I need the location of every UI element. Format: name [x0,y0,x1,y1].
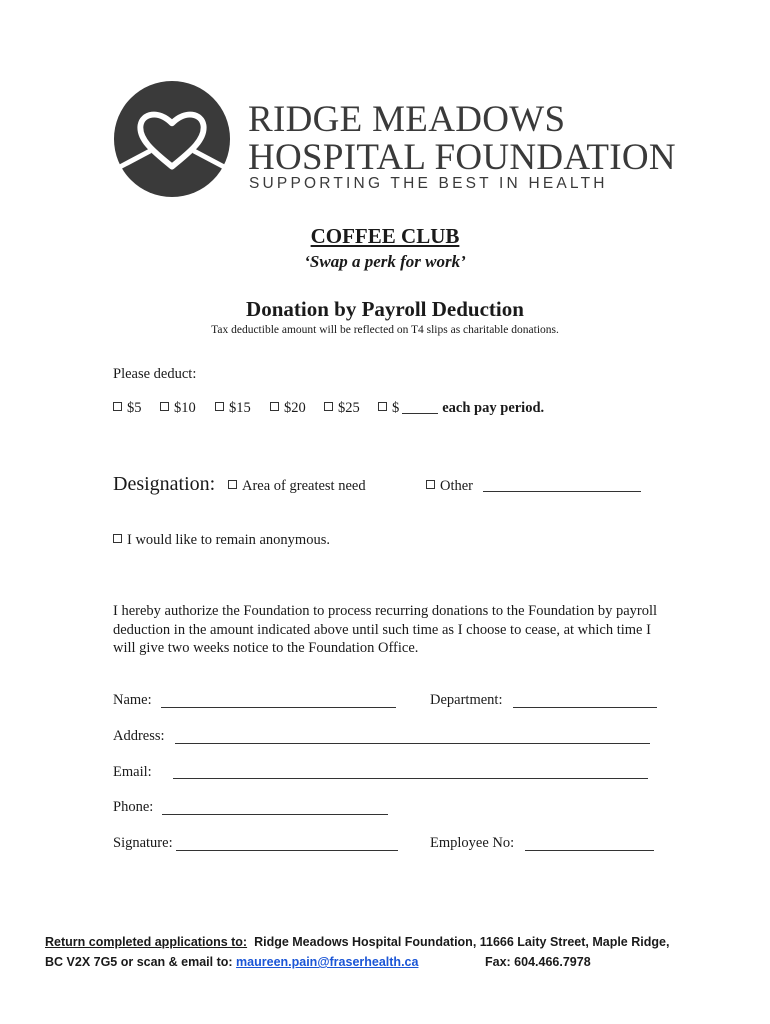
designation-greatest-need[interactable] [228,478,366,495]
name-field[interactable] [161,707,396,708]
amount-option-25[interactable] [324,400,360,417]
checkbox-5[interactable] [113,402,122,411]
anonymous-label: I would like to remain anonymous. [127,532,330,548]
department-label: Department: [430,692,503,708]
return-address-1: Ridge Meadows Hospital Foundation, 11666 Laity Street, Maple Ridge, [254,935,670,949]
org-tagline: SUPPORTING THE BEST IN HEALTH [249,175,608,192]
email-field[interactable] [173,778,648,779]
checkbox-other[interactable] [426,480,435,489]
club-title: COFFEE CLUB [310,224,460,248]
other-designation-field[interactable] [483,479,641,492]
please-deduct-label: Please deduct: [113,366,197,382]
amount-option-15[interactable] [215,400,251,417]
org-name-line1: RIDGE MEADOWS [248,99,566,140]
checkbox-10[interactable] [160,402,169,411]
other-label: Other [440,478,474,494]
phone-label: Phone: [113,799,154,815]
employee-no-field[interactable] [525,850,654,851]
employee-no-label: Employee No: [430,835,515,851]
amount-option-20[interactable] [270,400,306,417]
checkbox-custom[interactable] [378,402,387,411]
email-link[interactable]: maureen.pain@fraserhealth.ca [236,955,419,969]
amount-label: $20 [284,400,306,416]
club-subtitle: ‘Swap a perk for work’ [304,252,466,271]
checkbox-greatest-need[interactable] [228,480,237,489]
checkbox-20[interactable] [270,402,279,411]
checkbox-anonymous[interactable] [113,534,122,543]
greatest-need-label: Area of greatest need [242,478,366,494]
amount-option-custom[interactable] [378,400,544,417]
name-label: Name: [113,692,152,708]
custom-amount-field[interactable] [402,401,438,414]
org-name-line2: HOSPITAL FOUNDATION [248,137,676,178]
form-title: Donation by Payroll Deduction [246,297,524,321]
signature-label: Signature: [113,835,173,851]
return-label: Return completed applications to: [45,935,248,949]
anonymous-option[interactable] [113,532,330,549]
address-field[interactable] [175,743,650,744]
foundation-logo-heart-icon [113,80,231,198]
department-field[interactable] [513,707,657,708]
amount-label: $5 [127,400,142,416]
address-label: Address: [113,728,165,744]
amount-label: $15 [229,400,251,416]
footer-email-line [45,955,418,969]
amount-option-10[interactable] [160,400,196,417]
email-label: Email: [113,764,152,780]
signature-field[interactable] [176,850,398,851]
amount-option-5[interactable] [113,400,142,417]
checkbox-15[interactable] [215,402,224,411]
footer-return-line [45,935,669,949]
designation-other[interactable] [426,478,641,495]
return-address-2: BC V2X 7G5 or scan & email to: [45,955,233,969]
amount-label: $25 [338,400,360,416]
fax-number: Fax: 604.466.7978 [485,955,591,969]
designation-label: Designation: [113,473,216,495]
pay-period-suffix: each pay period. [442,400,545,416]
amount-label: $10 [174,400,196,416]
checkbox-25[interactable] [324,402,333,411]
custom-amount-prefix: $ [392,400,400,416]
authorization-text: I hereby authorize the Foundation to process recurring donations to the Foundation by payroll deduction in the amount indicated above until such time as I choose to cease, at which time I will give two weeks notice to the Foundation Office. [113,603,658,656]
tax-note: Tax deductible amount will be reflected on T4 slips as charitable donations. [211,324,559,336]
phone-field[interactable] [162,814,388,815]
